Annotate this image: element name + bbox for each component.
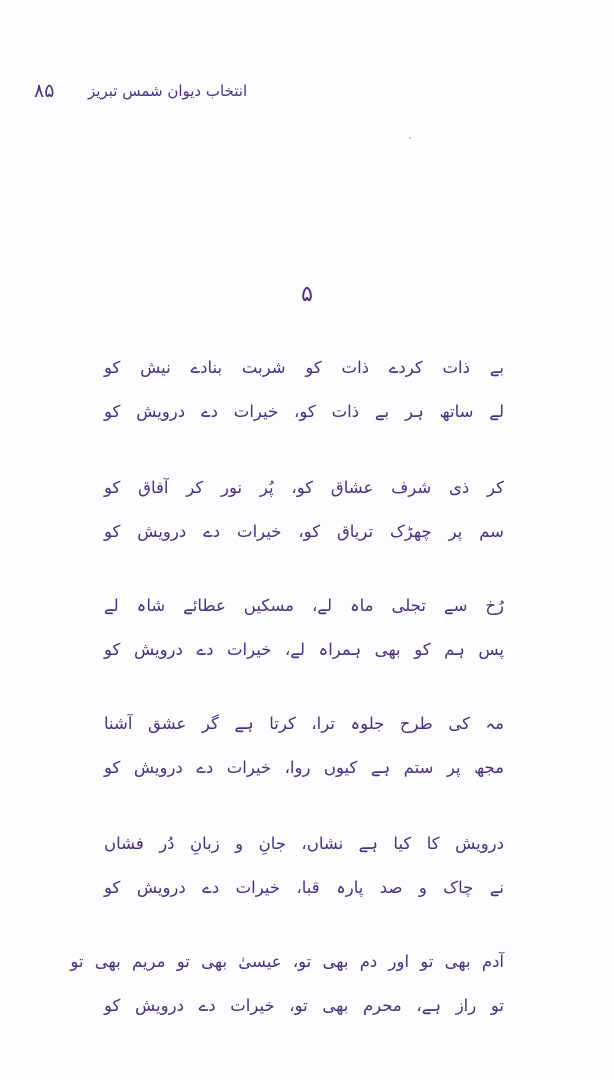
- stanza: [104, 584, 504, 672]
- page-number: ۸۵: [34, 80, 55, 102]
- stanza: [104, 346, 504, 434]
- verse-line: بے ذات کردے ذات کو شربت بنادے نیش کو: [104, 358, 504, 377]
- verse-line: تو راز ہے، محرم بھی تو، خیرات دے درویش کو: [104, 996, 504, 1015]
- poem-number: ۵: [301, 282, 313, 307]
- verse-line: مجھ پر ستم ہے کیوں روا، خیرات دے درویش کو: [104, 758, 504, 777]
- verse-line: سم پر چھڑک تریاق کو، خیرات دے درویش کو: [104, 522, 504, 541]
- verse-line: رُخ سے تجلی ماہ لے، مسکیں عطائے شاہ لے: [104, 596, 504, 615]
- verse-line: پس ہم کو بھی ہمراہ لے، خیرات دے درویش کو: [104, 640, 504, 659]
- stanza: [70, 940, 504, 1028]
- page-header: [0, 80, 614, 110]
- verse-line: نے چاک و صد پارہ قبا، خیرات دے درویش کو: [104, 878, 504, 897]
- verse-line: کر ذی شرف عشاق کو، پُر نور کر آفاق کو: [104, 478, 504, 497]
- stanza: [104, 702, 504, 790]
- verse-line: درویش کا کیا ہے نشاں، جانِ و زبانِ دُر فشاں: [104, 834, 504, 853]
- stanza: [104, 466, 504, 554]
- verse-line: مہ کی طرح جلوہ ترا، کرتا ہے گر عشق آشنا: [104, 714, 504, 733]
- verse-line: آدم بھی تو اور دم بھی تو، عیسیٰ بھی تو مریم بھی تو: [70, 952, 504, 971]
- running-title: انتخاب دیوان شمس تبریز: [88, 82, 248, 100]
- speck-mark: [409, 137, 411, 139]
- verse-line: لے ساتھ ہر بے ذات کو، خیرات دے درویش کو: [104, 402, 504, 421]
- stanza: [104, 822, 504, 910]
